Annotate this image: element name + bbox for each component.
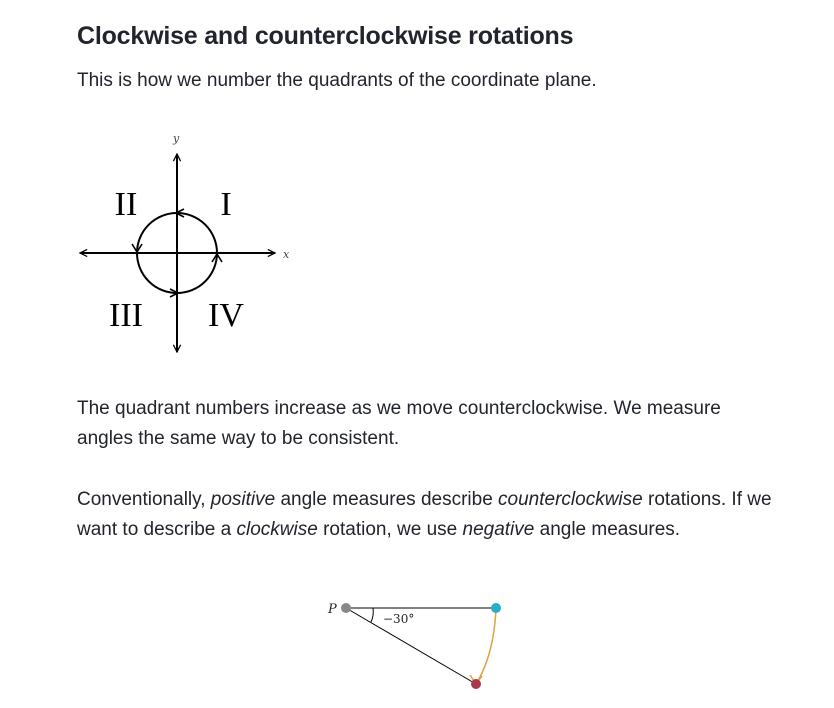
convention-text-4: rotation, we use	[317, 519, 463, 540]
center-point-p	[341, 603, 351, 613]
quadrant-label-2: II	[114, 186, 138, 223]
y-axis-label: y	[173, 132, 180, 145]
quadrant-label-4: IV	[208, 297, 244, 334]
convention-text-5: angle measures.	[534, 519, 681, 540]
negative-emphasis: negative	[462, 519, 535, 540]
convention-text-2: angle measures describe	[275, 489, 499, 510]
clockwise-emphasis: clockwise	[236, 519, 318, 540]
quadrant-explanation-paragraph: The quadrant numbers increase as we move counterclockwise. We measure angles the same way to be consistent.	[77, 398, 721, 449]
center-label-p: P	[328, 602, 337, 617]
quadrant-label-3: III	[109, 297, 143, 334]
convention-text-1: Conventionally,	[77, 489, 211, 510]
x-axis-label: x	[283, 248, 290, 261]
page-title: Clockwise and counterclockwise rotations	[77, 22, 574, 50]
intro-paragraph: This is how we number the quadrants of the coordinate plane.	[77, 70, 597, 91]
end-point	[471, 679, 481, 689]
counterclockwise-emphasis: counterclockwise	[498, 489, 643, 510]
rotation-arc	[476, 608, 496, 684]
positive-emphasis: positive	[210, 489, 276, 510]
angle-label: −30°	[383, 612, 415, 626]
angle-arc	[371, 608, 373, 622]
convention-text-3: rotations. If we want to describe a	[77, 489, 772, 540]
start-point	[491, 603, 501, 613]
quadrant-label-1: I	[220, 186, 232, 223]
